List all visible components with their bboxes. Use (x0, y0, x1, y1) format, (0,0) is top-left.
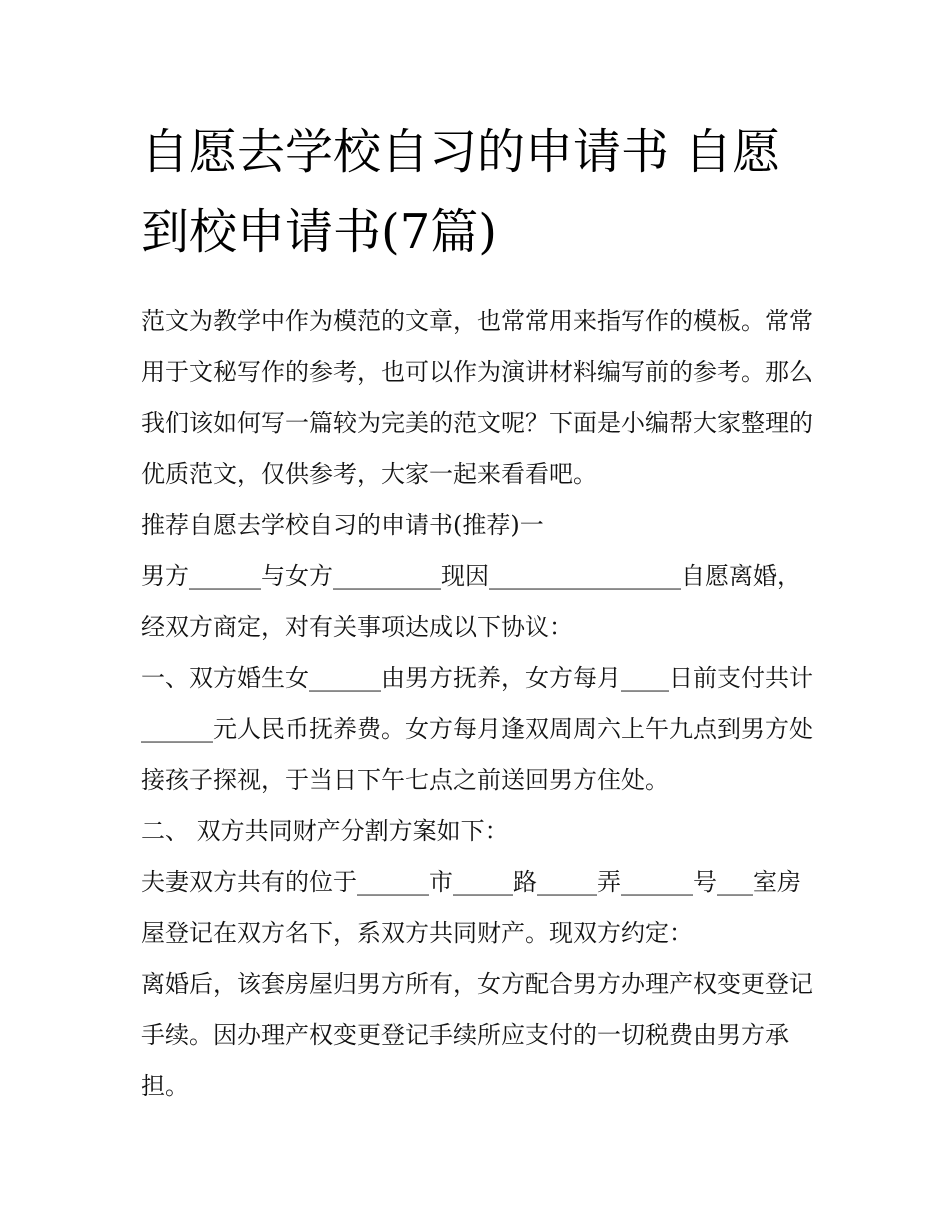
section-heading: 推荐自愿去学校自习的申请书(推荐)一 (141, 511, 544, 539)
property-heading: 二、 双方共同财产分割方案如下： (141, 817, 509, 845)
agreement-paragraph: 男方______与女方_________现因________________自愿离婚，经双方商定，对有关事项达成以下协议： (141, 562, 801, 641)
intro-paragraph: 范文为教学中作为模范的文章，也常常用来指写作的模板。常常用于文秘写作的参考，也可以作为演讲材料编写前的参考。那么我们该如何写一篇较为完美的范文呢？下面是小编帮大家整理的优质范文，仅供参考，大家一起来看看吧。 (141, 307, 813, 488)
custody-paragraph: 一、双方婚生女______由男方抚养，女方每月____日前支付共计______元人民币抚养费。女方每月逢双周周六上午九点到男方处接孩子探视，于当日下午七点之前送回男方住处。 (141, 664, 813, 794)
document-content (141, 112, 813, 1112)
post-divorce-paragraph: 离婚后，该套房屋归男方所有，女方配合男方办理产权变更登记手续。因办理产权变更登记手续所应支付的一切税费由男方承担。 (141, 970, 813, 1100)
property-paragraph: 夫妻双方共有的位于______市_____路_____弄______号___室房屋登记在双方名下，系双方共同财产。现双方约定： (141, 868, 801, 947)
document-title: 自愿去学校自习的申请书 自愿到校申请书(7篇) (141, 124, 781, 260)
document-body (141, 296, 813, 1112)
